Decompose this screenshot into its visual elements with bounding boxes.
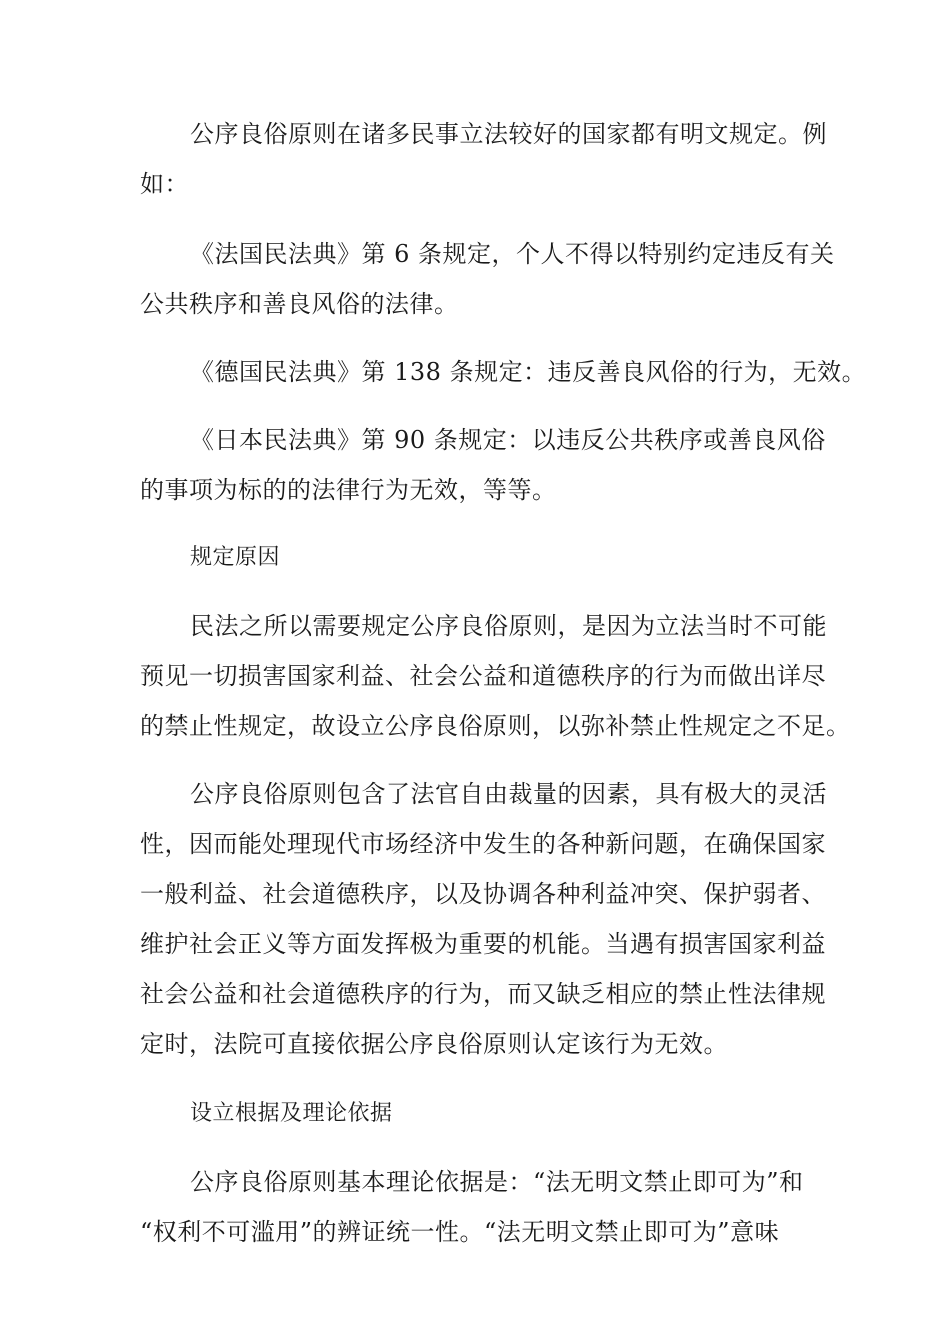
- paragraph-line: 社会公益和社会道德秩序的行为，而又缺乏相应的禁止性法律规: [140, 980, 826, 1008]
- paragraph-line: 如：: [140, 170, 189, 198]
- paragraph-line: 预见一切损害国家利益、社会公益和道德秩序的行为而做出详尽: [140, 662, 826, 690]
- paragraph-line: “权利不可滥用”的辨证统一性。“法无明文禁止即可为”意味: [140, 1218, 780, 1246]
- paragraph-line: 《日本民法典》第 90 条规定：以违反公共秩序或善良风俗: [190, 426, 826, 454]
- section-heading: 设立根据及理论依据: [190, 1101, 393, 1126]
- paragraph-line: 民法之所以需要规定公序良俗原则，是因为立法当时不可能: [190, 612, 827, 640]
- paragraph-line: 的事项为标的的法律行为无效，等等。: [140, 476, 557, 504]
- paragraph-line: 《德国民法典》第 138 条规定：违反善良风俗的行为，无效。: [190, 358, 867, 386]
- paragraph-line: 性，因而能处理现代市场经济中发生的各种新问题，在确保国家: [140, 830, 826, 858]
- paragraph-line: 维护社会正义等方面发挥极为重要的机能。当遇有损害国家利益: [140, 930, 826, 958]
- paragraph-line: 定时，法院可直接依据公序良俗原则认定该行为无效。: [140, 1030, 728, 1058]
- paragraph-line: 公序良俗原则包含了法官自由裁量的因素，具有极大的灵活: [190, 780, 827, 808]
- paragraph-line: 公序良俗原则基本理论依据是：“法无明文禁止即可为”和: [190, 1168, 804, 1196]
- paragraph-line: 公序良俗原则在诸多民事立法较好的国家都有明文规定。例: [190, 120, 827, 148]
- paragraph-line: 的禁止性规定，故设立公序良俗原则，以弥补禁止性规定之不足。: [140, 712, 851, 740]
- paragraph-line: 一般利益、社会道德秩序，以及协调各种利益冲突、保护弱者、: [140, 880, 826, 908]
- section-heading: 规定原因: [190, 545, 281, 570]
- paragraph-line: 公共秩序和善良风俗的法律。: [140, 290, 459, 318]
- paragraph-line: 《法国民法典》第 6 条规定，个人不得以特别约定违反有关: [190, 240, 835, 268]
